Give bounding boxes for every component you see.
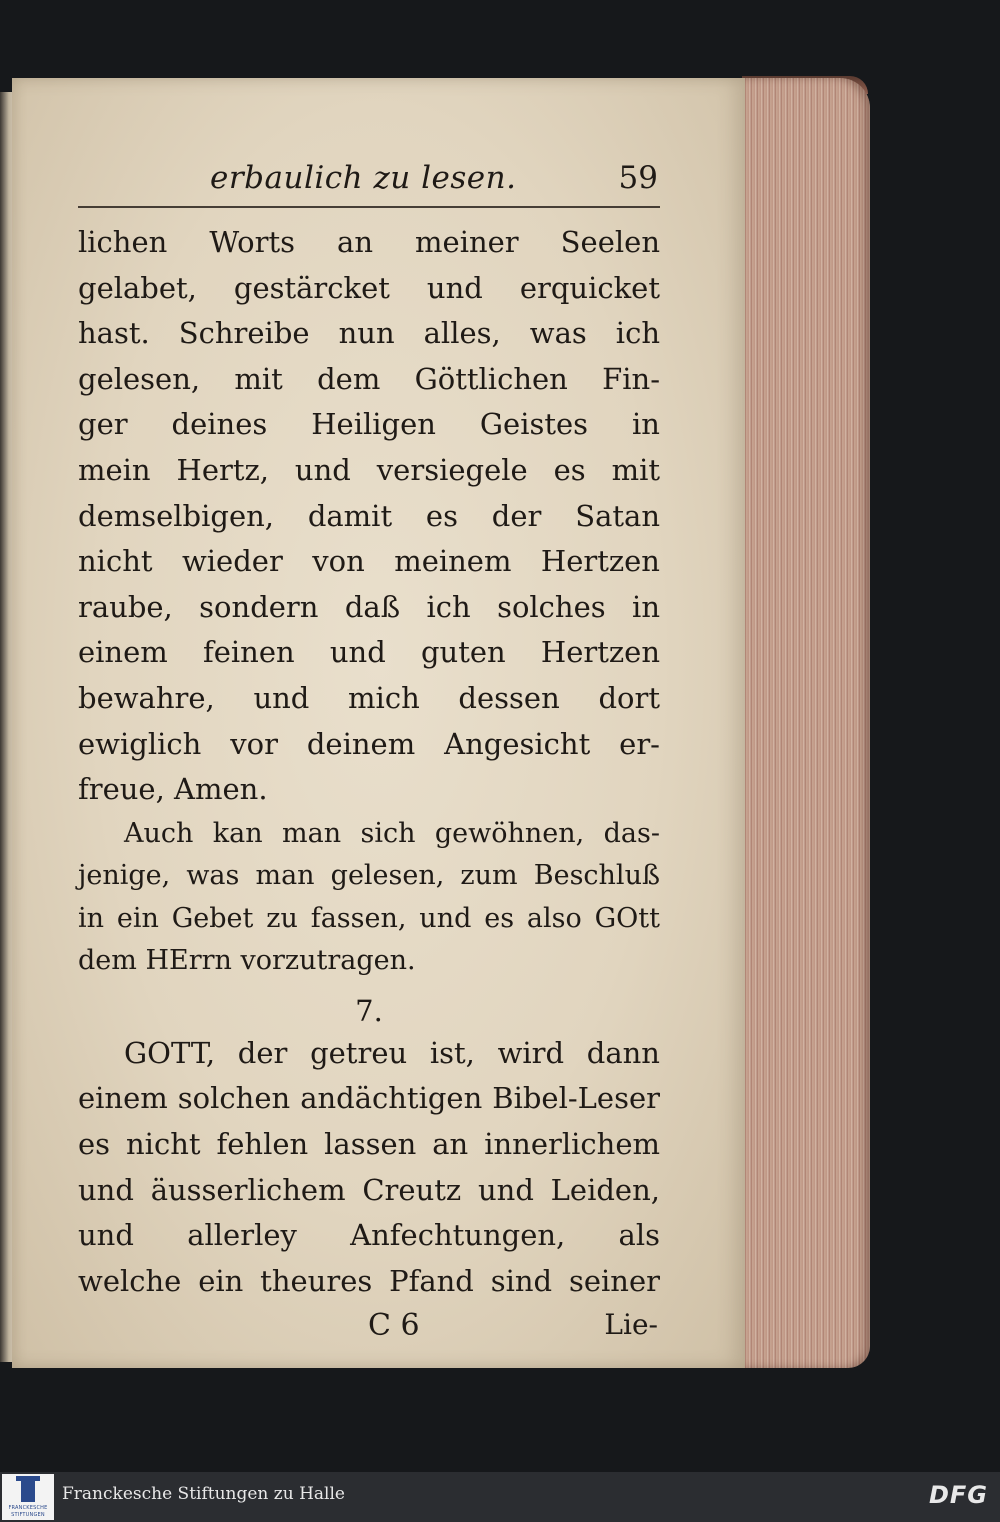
text-line: nicht wieder von meinem Hertzen [78,544,660,579]
catchword: Lie- [604,1308,658,1342]
institution-logo[interactable] [2,1474,54,1520]
text-line: ger deines Heiligen Geistes in [78,407,660,442]
section-number: 7. [355,993,383,1028]
page-header [78,160,660,200]
text-line: einem feinen und guten Hertzen [78,635,660,670]
page-text [78,160,660,1352]
dfg-logo[interactable]: DFG [928,1481,988,1509]
logo-text: FRANCKESCHE [8,1505,48,1511]
text-line: und allerley Anfechtungen, als [78,1218,660,1253]
text-line: es nicht fehlen lassen an innerlichem [78,1126,660,1161]
text-line: raube, sondern daß ich solches in [78,589,660,624]
running-title: erbaulich zu lesen. [210,160,517,196]
page-block-edge [742,78,870,1368]
text-line: jenige, was man gelesen, zum Beschluß [78,860,660,892]
text-line: hast. Schreibe nun alles, was ich [78,316,660,351]
text-line: lichen Worts an meiner Seelen [78,225,660,259]
text-line: welche ein theures Pfand sind seiner [78,1263,660,1298]
text-line: mein Hertz, und versiegele es mit [78,452,660,487]
signature-mark: C 6 [368,1308,420,1344]
page-footer [78,1308,660,1352]
text-line: demselbigen, damit es der Satan [78,498,660,533]
page-number: 59 [618,160,658,196]
paragraph-2 [78,813,660,983]
text-line: bewahre, und mich dessen dort [78,680,660,715]
text-line: gelesen, mit dem Göttlichen Fin- [78,361,660,396]
text-line: Auch kan man sich gewöhnen, das- [124,817,660,849]
text-line: in ein Gebet zu fassen, und es also GOtt [78,902,660,934]
paragraph-1 [78,220,660,813]
paragraph-3 [78,1031,660,1305]
text-line: einem solchen andächtigen Bibel-Leser [78,1081,660,1116]
text-line: dem HErrn vorzutragen. [78,945,416,977]
header-rule [78,206,660,208]
text-line: freue, Amen. [78,772,268,807]
logo-text: STIFTUNGEN [11,1512,45,1518]
building-icon [21,1480,35,1502]
text-line: ewiglich vor deinem Angesicht er- [78,726,660,761]
text-line: und äusserlichem Creutz und Leiden, [78,1172,660,1207]
text-line: gelabet, gestärcket und erquicket [78,270,660,305]
institution-name[interactable]: Franckesche Stiftungen zu Halle [62,1484,345,1504]
text-line: GOTT, der getreu ist, wird dann [124,1035,660,1070]
